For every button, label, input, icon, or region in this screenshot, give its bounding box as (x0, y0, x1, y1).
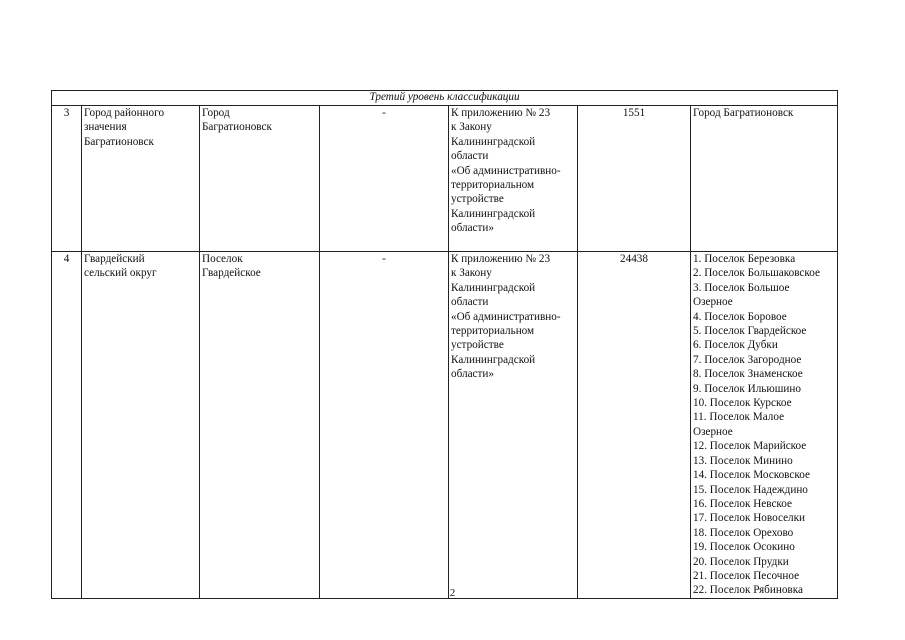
settlement-item: 4. Поселок Боровое (693, 310, 787, 323)
law-reference-line: Калининградской (451, 135, 536, 148)
admin-center-cell (200, 106, 320, 252)
settlement-item: Город Багратионовск (693, 107, 794, 119)
settlement-item: 18. Поселок Орехово (693, 526, 794, 539)
settlement-item: 11. Поселок Малое (693, 411, 785, 424)
settlement-item: 6. Поселок Дубки (693, 339, 778, 352)
unit-name-cell (82, 252, 200, 599)
law-reference-line: территориальном (451, 325, 535, 338)
settlements-cell (691, 252, 838, 599)
admin-center-line: Багратионовск (202, 121, 272, 134)
law-reference-line: территориальном (451, 179, 535, 192)
settlement-item: 3. Поселок Большое (693, 281, 790, 294)
settlement-item: 5. Поселок Гвардейское (693, 325, 807, 338)
settlement-item: 22. Поселок Рябиновка (693, 584, 803, 597)
law-reference-line: Калининградской (451, 207, 536, 220)
dash-cell: - (320, 106, 449, 252)
law-reference-line: Калининградской (451, 281, 536, 294)
code-cell: 24438 (578, 252, 691, 599)
law-reference-line: «Об административно- (451, 310, 561, 323)
law-reference-cell (449, 106, 578, 252)
settlement-item: Озерное (693, 425, 733, 438)
admin-center-line: Гвардейское (202, 267, 261, 280)
unit-name-line: значения (84, 121, 127, 134)
law-reference-line: К приложению № 23 (451, 253, 551, 265)
settlement-item: 13. Поселок Минино (693, 454, 793, 467)
settlement-item: 9. Поселок Ильюшино (693, 382, 801, 395)
unit-name-line: сельский округ (84, 267, 157, 280)
page-number: 2 (449, 587, 456, 599)
law-reference-line: устройстве (451, 339, 504, 352)
classification-table (51, 90, 838, 599)
law-reference-line: области (451, 150, 489, 163)
unit-name-line: Гвардейский (84, 253, 145, 265)
settlement-item: 10. Поселок Курское (693, 397, 792, 410)
law-reference-line: К приложению № 23 (451, 107, 551, 119)
law-reference-line: области (451, 296, 489, 309)
admin-center-cell (200, 252, 320, 599)
settlement-item: 2. Поселок Большаковское (693, 267, 820, 280)
settlement-item: 1. Поселок Березовка (693, 253, 796, 265)
row-number: 4 (52, 252, 82, 599)
law-reference-line: Калининградской (451, 353, 536, 366)
law-reference-line: к Закону (451, 121, 492, 134)
level-heading: Третий уровень классификации (52, 91, 838, 106)
unit-name-line: Город районного (84, 107, 165, 119)
settlement-item: 12. Поселок Марийское (693, 440, 807, 453)
settlement-item: 14. Поселок Московское (693, 469, 810, 482)
level-heading-row (52, 91, 838, 106)
settlement-item: 16. Поселок Невское (693, 497, 792, 510)
law-reference-cell (449, 252, 578, 599)
settlement-item: 19. Поселок Осокино (693, 541, 795, 554)
unit-name-line: Багратионовск (84, 135, 154, 148)
settlement-item: 7. Поселок Загородное (693, 353, 802, 366)
settlement-item: 17. Поселок Новоселки (693, 512, 806, 525)
table-row (52, 106, 838, 252)
law-reference-line: области» (451, 368, 494, 381)
settlement-item: Озерное (693, 296, 733, 309)
settlement-item: 8. Поселок Знаменское (693, 368, 803, 381)
unit-name-cell (82, 106, 200, 252)
row-number: 3 (52, 106, 82, 252)
law-reference-line: «Об административно- (451, 164, 561, 177)
law-reference-line: устройстве (451, 193, 504, 206)
settlement-item: 21. Поселок Песочное (693, 569, 800, 582)
settlements-cell (691, 106, 838, 252)
admin-center-line: Поселок (202, 253, 243, 265)
law-reference-line: области» (451, 222, 494, 235)
settlement-item: 20. Поселок Прудки (693, 555, 789, 568)
table-row (52, 252, 838, 599)
admin-center-line: Город (202, 107, 230, 119)
code-cell: 1551 (578, 106, 691, 252)
dash-cell: - (320, 252, 449, 599)
settlement-item: 15. Поселок Надеждино (693, 483, 808, 496)
law-reference-line: к Закону (451, 267, 492, 280)
